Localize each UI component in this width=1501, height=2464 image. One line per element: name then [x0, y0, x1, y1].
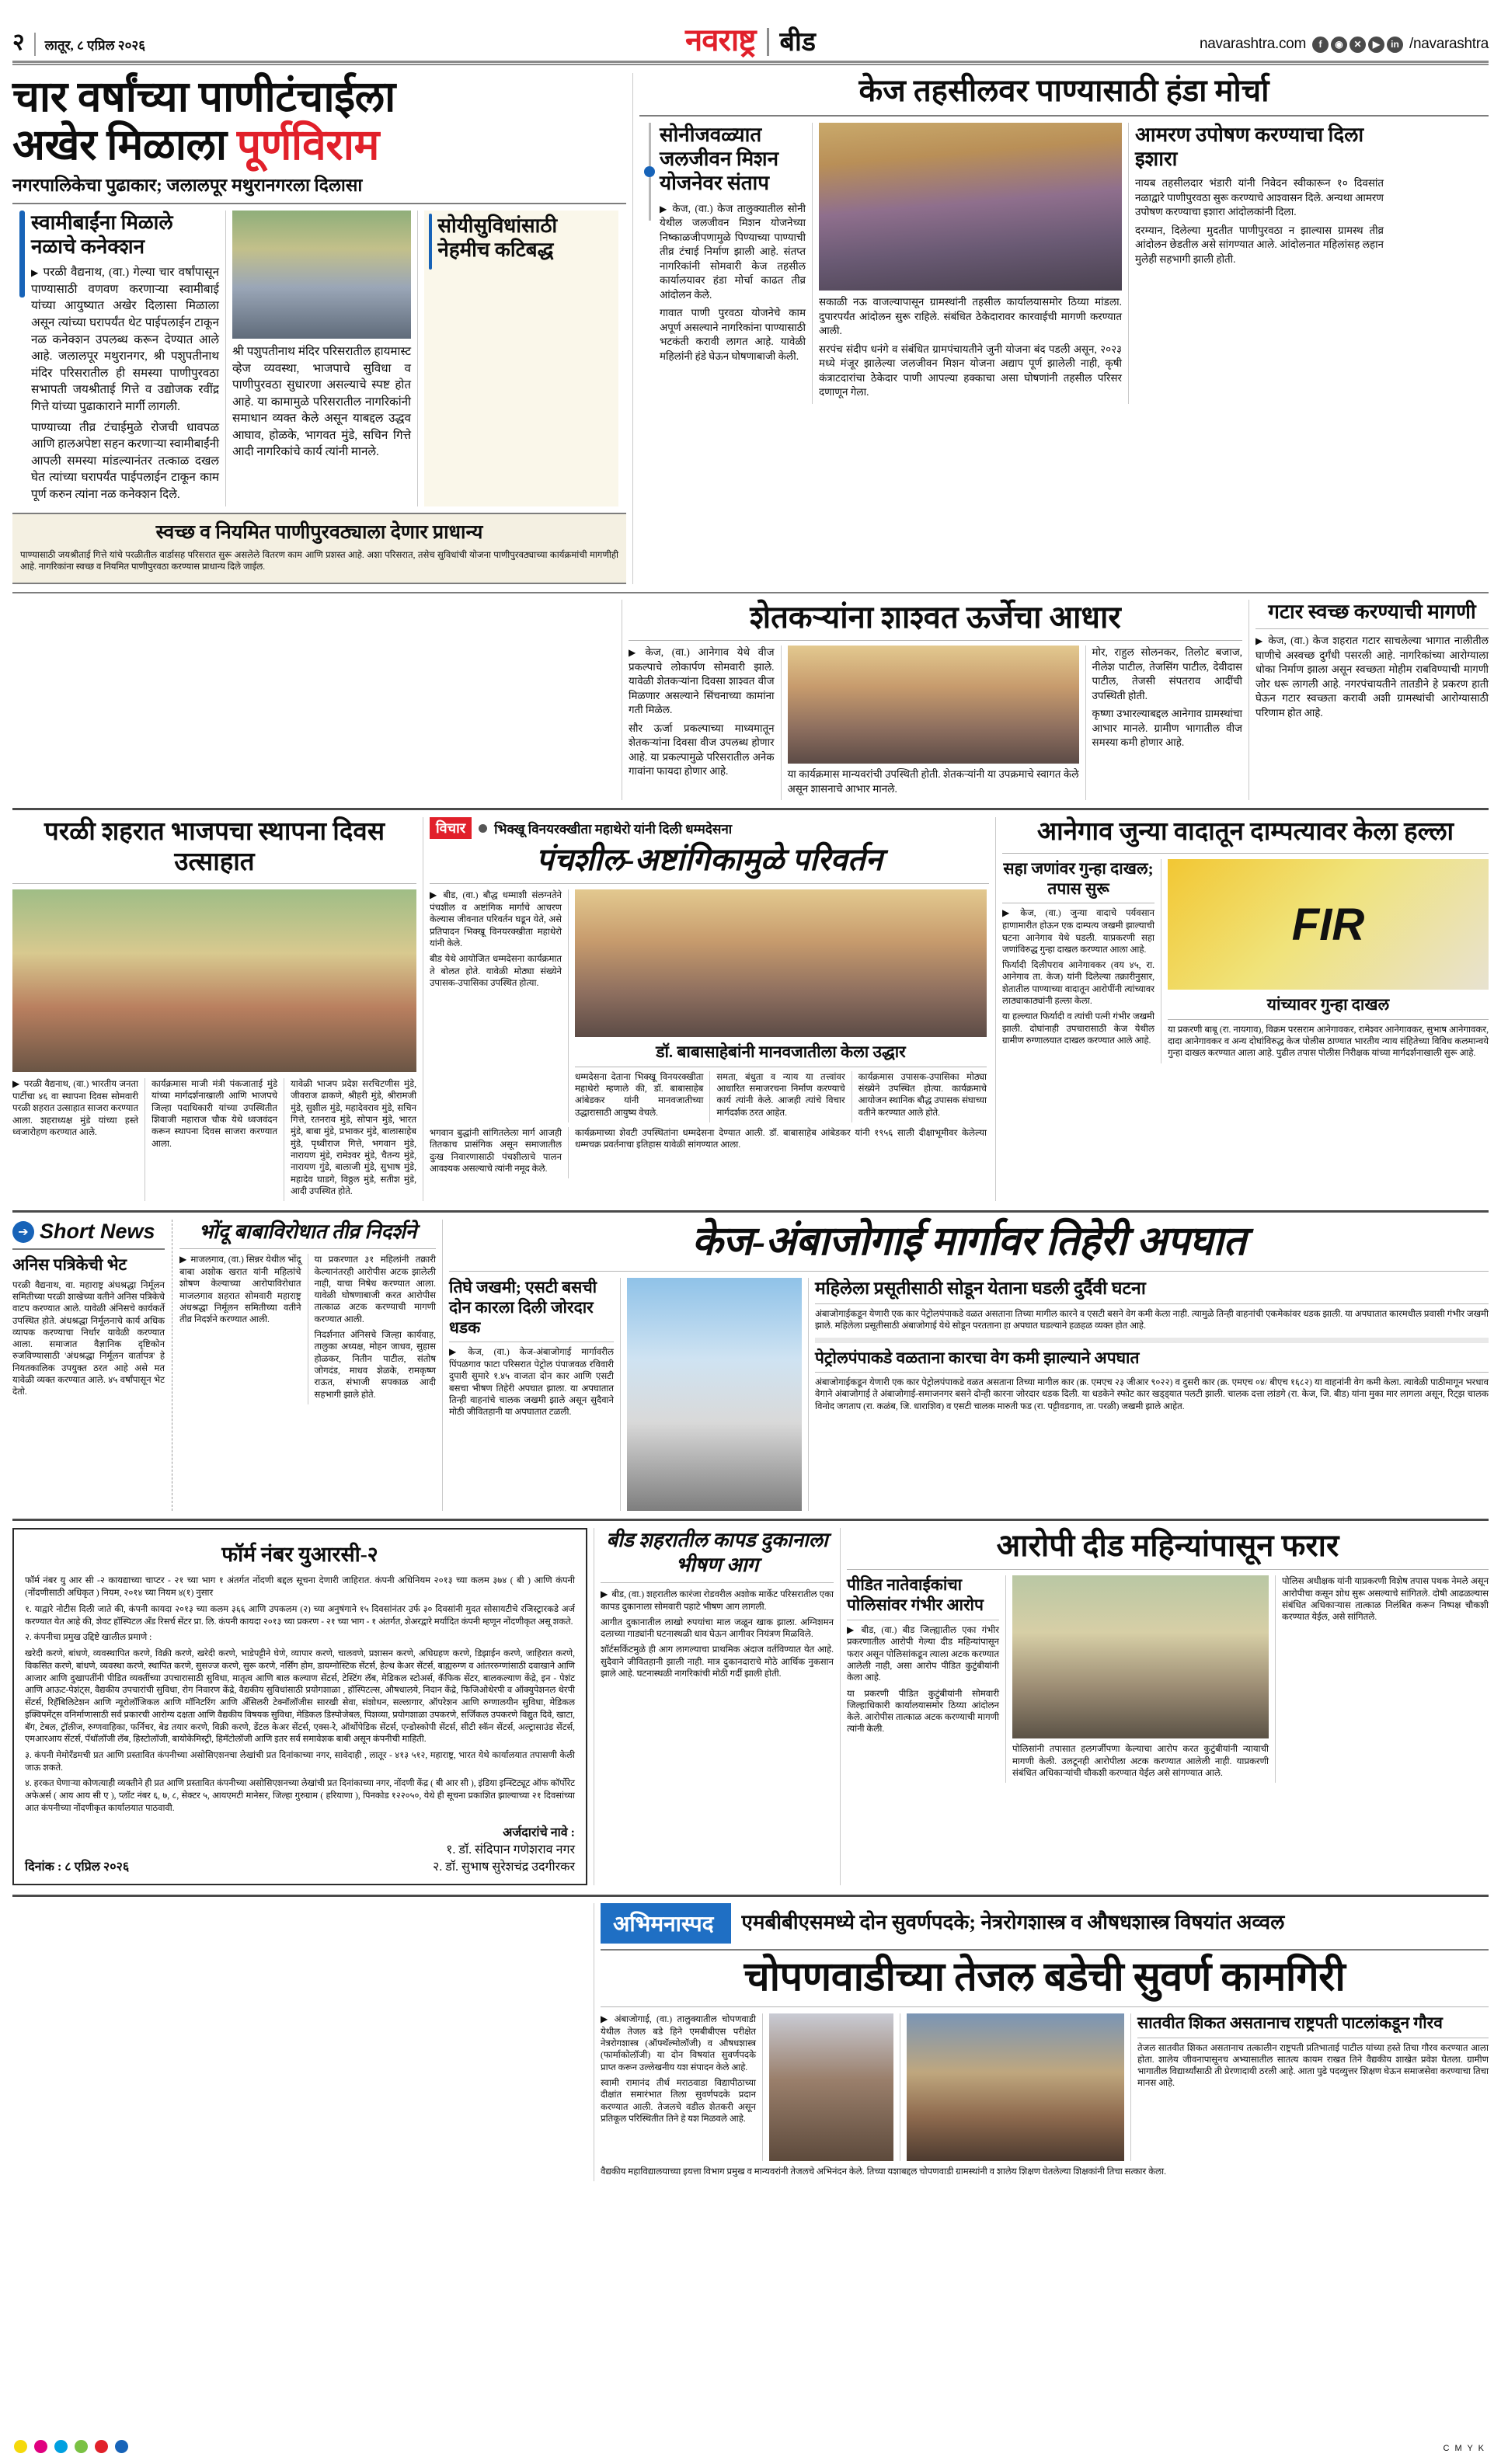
center-right-body-1: नायब तहसीलदार भंडारी यांनी निवेदन स्वीकारून १० दिवसांत नळाद्वारे पाणीपुरवठा सुरू करण्याचे आश्वासन दिले. अन्यथा आमरण उपोषण करण्याचा इशारा आंदोलकांनी दिला.	[1135, 177, 1384, 218]
reg-dot-yellow	[14, 2440, 27, 2453]
farar-subhead: पीडित नातेवाईकांचा पोलिसांवर गंभीर आरोप	[847, 1575, 984, 1614]
abhiman-story	[601, 1903, 1489, 2182]
center-photo-col	[819, 123, 1122, 404]
major-divider	[442, 1220, 443, 1511]
col-divider	[1275, 1575, 1276, 1783]
lead-col-3	[424, 211, 618, 506]
abhiman-row	[12, 1903, 1489, 2182]
abhiman-spacer	[12, 1903, 587, 2182]
short-news-item-body: परळी वैद्यनाथ, वा. महाराष्ट्र अंधश्रद्धा निर्मूलन समितीच्या परळी शाखेच्या वतीने अनिस पत्रिकेचे वाटप करण्यात आले. यावेळी अंनिसचे कार्यकर्ते उपस्थित होते. अंधश्रद्धा निर्मूलनाचे कार्य अधिक व्यापक करण्याचा निर्धार यावेळी करण्यात आला. समाजात वैज्ञानिक दृष्टिकोन रुजविण्यासाठी 'अंधश्रद्धा निर्मूलन वार्तापत्र' हे नियतकालिक उपयुक्त ठरत आहे असे मत यावेळी व्यक्त करण्यात आले. ४५ वर्षांपासून भेट देतो.	[12, 1279, 165, 1397]
solar-story	[629, 600, 1489, 800]
accident-rule	[449, 1271, 1489, 1272]
short-news-header	[12, 1220, 165, 1244]
bjp-body-1: ▶ परळी वैद्यनाथ, (वा.) भारतीय जनता पार्टीचा ४६ वा स्थापना दिवस सोमवारी परळी शहरात उत्साहात साजरा करण्यात आला. शहराध्यक्ष मुंडे यांच्या हस्ते ध्वजारोहण करण्यात आले.	[12, 1078, 138, 1138]
lead-subhead: नगरपालिकेचा पुढाकार; जलालपूर मथुरानगरला दिलासा	[12, 176, 363, 196]
major-divider	[995, 817, 996, 1201]
youtube-icon[interactable]: ▶	[1368, 37, 1384, 53]
accident-rule-3	[815, 1303, 1489, 1304]
registration-dots	[14, 2440, 128, 2453]
lead-photo	[232, 211, 411, 339]
anegaon-headline: आनेगाव जुन्या वादातून दाम्पत्यावर केला हल्ला	[1036, 818, 1454, 847]
bjp-photo	[12, 889, 416, 1072]
accident-sub-body: अंबाजोगाईकडून येणारी एक कार पेट्रोलपंपाकडे वळत असताना तिच्या मागील कारने व एसटी बसने वेग कमी केला नाही. त्यामुळे तिन्ही वाहनांची एकमेकांवर धडक झाली. या अपघातात कारमधील प्रवासी गंभीर जखमी झाले. महिलेला प्रसूतीसाठी अंबाजोगाई येथे सोडून परतताना हा अपघात घडल्याने हळहळ व्यक्त होत आहे.	[815, 1308, 1489, 1331]
linkedin-icon[interactable]: in	[1387, 37, 1403, 53]
lead-photo-col	[232, 211, 411, 506]
col-divider	[568, 1127, 569, 1178]
lead-headline-red: पूर्णविराम	[236, 120, 379, 169]
accident-rule-4	[815, 1372, 1489, 1373]
dhamma-body-2: बीड येथे आयोजित धम्मदेसना कार्यक्रमात ते बोलत होते. यावेळी मोठ्या संख्येने उपासक-उपासिका उपस्थित होत्या.	[430, 954, 562, 988]
col-divider	[620, 1278, 621, 1511]
dhamma-sub-body-3: कार्यक्रमास उपासक-उपासिका मोठ्या संख्येने उपस्थित होत्या. कार्यक्रमाचे आयोजन स्थानिक बौद्ध उपासक संघाच्या वतीने करण्यात आले होते.	[858, 1071, 987, 1118]
accident-sub: महिलेला प्रसूतीसाठी सोडून येताना घडली दुर्दैवी घटना	[815, 1279, 1146, 1299]
middle-rule	[12, 808, 1489, 810]
bjp-body-2: कार्यक्रमास माजी मंत्री पंकजाताई मुंडे यांच्या मार्गदर्शनाखाली आणि भाजपचे जिल्हा पदाधिकारी यांच्या उपस्थितीत शिवाजी महाराज चौक येथे ध्वजवंदन करून स्थापना दिवस साजरा करण्यात आला.	[151, 1079, 278, 1149]
urc2-notice	[12, 1528, 587, 1885]
shortnews-row	[12, 1220, 1489, 1511]
notice-items	[25, 1604, 575, 1815]
farar-story	[847, 1528, 1489, 1885]
dhamma-sub-body-2: समता, बंधुता व न्याय या तत्त्वांवर आधारित समाजरचना निर्माण करण्याचे कार्य त्यांनी केले. आजही त्यांचे विचार मार्गदर्शक ठरत आहेत.	[716, 1071, 845, 1118]
fire-rule	[601, 1582, 834, 1583]
social-handle: /navarashtra	[1409, 36, 1489, 52]
notice-item: २. कंपनीचा प्रमुख उद्दिष्टे खालील प्रमाणे :	[25, 1633, 152, 1643]
anegaon-body-1: ▶ केज, (वा.) जुन्या वादाचे पर्यवसान हाणामारीत होऊन एक दाम्पत्य जखमी झाल्याची घटना आनेगाव येथे घडली. याप्रकरणी सहा जणांविरुद्ध गुन्हा दाखल करण्यात आला आहे.	[1002, 907, 1154, 955]
bhondu-rule	[179, 1248, 436, 1249]
lower-row	[12, 1528, 1489, 1885]
accident-photo	[627, 1278, 802, 1511]
notice-box	[12, 1528, 587, 1885]
dhamma-sub-body-1: धम्मदेसना देताना भिक्खू विनयरक्खीता महाथेरो म्हणाले की, डॉ. बाबासाहेब आंबेडकर यांनी मानवजातीच्या उद्धारासाठी आयुष्य वेचले.	[575, 1071, 704, 1118]
accident-right-col	[815, 1278, 1489, 1511]
anegaon-body-2: फिर्यादी दिलीपराव आनेगावकर (वय ४५, रा. आनेगाव ता. केज) यांनी दिलेल्या तक्रारीनुसार, शेतातील पाण्याच्या वादातून आरोपींनी त्यांच्यावर लाठ्याकाठ्यांनी हल्ला केला.	[1002, 960, 1154, 1007]
abhiman-portrait-photo	[769, 2013, 893, 2161]
col-divider	[1005, 1575, 1006, 1783]
lead-story	[12, 73, 626, 584]
col-divider	[808, 1278, 809, 1511]
fire-body-2: आगीत दुकानातील लाखो रुपयांचा माल जळून खाक झाला. अग्निशमन दलाच्या गाड्यांनी घटनास्थळी धाव घेऊन आगीवर नियंत्रण मिळविले.	[601, 1617, 834, 1640]
x-twitter-icon[interactable]: ✕	[1350, 37, 1366, 53]
notice-item: खरेदी करणे, बांधणे, व्यवस्थापित करणे, विक्री करणे, खरेदी करणे, भाडेपट्टीने घेणे, व्यापार करणे, चालवणे, प्रशासन करणे, अधिग्रहण करणे, डिझाईन करणे, जाहिरात करणे, विकसित करणे, बांधणे, व्यवस्था करणे, स्थापित करणे, सुसज्ज करणे, सुरू करणे, नर्सिंग होम, डायग्नोस्टिक सेंटर्स, हेल्थ केअर सेंटर्स, बाह्यरुग्ण व आंतररुग्णांसाठी दवाखाने आणि आजार आणि दुखापतींनी पीडित व्यक्तींच्या उपचारासाठी सुविधा, मातृत्व आणि बाल कल्याण सेंटर्स, टेस्टिंग लॅब, मेडिकल स्टोअर्स, कॅफिक सेंटर, बालकल्याण केंद्रे, इन - पेशंट आणि आऊट-पेशंट्स, वैद्यकीय उपचारांची सुविधा, रोग निवारण केंद्रे, वैद्यकीय सुविधांसाठी प्रयोगशाळा , हॉस्पिटल्स, औषधालये, निदान केंद्रे, फिजिओथेरपी व ऑक्युपेशनल थेरपी सेंटर्स, रिहॅबिलिटेशन आणि न्यूरोलॉजिकल आणि मॉनिटरिंग आणि अँसिलरी टेक्नॉलॉजीस सारखी सेवा, संशोधन, सल्लागार, ऑपरेशन आणि रुग्णालयीन सुविधा, मेडिकल इक्विपमेंट्स वनिर्माणासाठी सर्व प्रकारची आरोग्य दक्षता आणि वैद्यकीय विषयक सुविधा, मेडिकल डिस्पोजेबल, पिशव्या, प्रयोगशाळा उपकरणे, सर्जिकल उपकरणे विद्युत दिवे, खाटा, बॅग, टेबल, ट्रॉलीज, रुग्णवाहिका, फर्निचर, बेड तयार करणे, विक्री करणे, डेंटल केअर सेंटर्स, एक्स-रे, ऑर्थोपेडिक सेंटर्स, एन्डोस्कोपी सेंटर्स, सीटी स्कॅन सेंटर्स, अल्ट्रासाउंड सेंटर्स, एमआरआय सेंटर्स, पॅथॉलॉजी लॅब, हिस्टोलॉजी, बायोकेमिस्ट्री, हिमॅटोलॉजी आणि इतर सर्व समावेशक बाबी असून कंपनीची माहिती.	[25, 1649, 575, 1745]
anegaon-story	[1002, 817, 1489, 1201]
abhiman-body-3: वैद्यकीय महाविद्यालयाच्या इयत्ता विभाग प्रमुख व मान्यवरांनी तेजलचे अभिनंदन केले. तिच्या यशाबद्दल चोपणवाडी ग्रामस्थांनी व शालेय शिक्षण घेतलेल्या शिक्षकांनी तिचा सत्कार केला.	[601, 2166, 1167, 2177]
accident-right-subhead: पेट्रोलपंपाकडे वळताना कारचा वेग कमी झाल्याने अपघात	[815, 1348, 1140, 1367]
solar-body-2: सौर ऊर्जा प्रकल्पाच्या माध्यमातून शेतकऱ्यांना दिवसा वीज उपलब्ध होणार आहे. या प्रकल्पामुळे परिसरातील अनेक गावांना फायदा होणार आहे.	[629, 722, 775, 778]
gutter-rule	[1255, 628, 1489, 629]
reg-dot-cyan	[54, 2440, 68, 2453]
facebook-icon[interactable]: f	[1312, 37, 1329, 53]
notice-item: ३. कंपनी मेमोरॅंडमची प्रत आणि प्रस्तावित कंपनीच्या असोसिएशनचा लेखांची प्रत दिनांकाच्या नगर, सावेदाही , लातूर - ४१३ ५१२, महाराष्ट्र, भारत येथे कार्यालयात तपासणी केली जाऊ शकते.	[25, 1751, 575, 1773]
notice-signature-2: २. डॉ. सुभाष सुरेशचंद्र उदगीरकर	[432, 1860, 575, 1874]
center-right-col	[1135, 123, 1384, 404]
accident-left-col	[449, 1278, 614, 1511]
kicker-bullet-icon	[479, 824, 487, 833]
abhiman-kicker: एमबीबीएसमध्ये दोन सुवर्णपदके; नेत्ररोगशास्त्र व औषधशास्त्र विषयांत अव्वल	[741, 1911, 1285, 1934]
solar-photo	[788, 646, 1079, 764]
solar-spacer	[12, 600, 615, 800]
reg-dot-red	[95, 2440, 108, 2453]
accident-story	[449, 1220, 1489, 1511]
lower-rule	[12, 1519, 1489, 1521]
major-divider	[840, 1528, 841, 1885]
abhiman-right-subhead: सातवीत शिकत असतानाच राष्ट्रपती पाटलांकडून गौरव	[1137, 2013, 1443, 2032]
reg-dot-blue	[115, 2440, 128, 2453]
gutter-body: ▶ केज, (वा.) केज शहरात गटार साचलेल्या भागात नालीतील घाणीचे अस्वच्छ दुर्गंधी पसरली आहे. नागरिकांच्या आरोग्याला धोका निर्माण झाला असून स्वच्छता मोहीम राबविण्याची मागणी जोर धरू लागली आहे. नगरपंचायतीने तातडीने हे प्रकरण हाती घेऊन गटार स्वच्छता करावी अशी ग्रामस्थांची आरोग्यासाठी परिणाम होत आहे.	[1255, 634, 1489, 720]
kicker-dot	[644, 166, 655, 177]
masthead-logo	[685, 25, 816, 56]
notice-title: फॉर्म नंबर युआरसी-२	[221, 1543, 378, 1567]
solar-main	[629, 600, 1242, 800]
abhiman-ceremony-photo	[907, 2013, 1124, 2161]
dhamma-subhead-2: डॉ. बाबासाहेबांनी मानवजातीला केला उद्धार	[656, 1042, 906, 1062]
abhiman-headline: चोपणवाडीच्या तेजल बडेची सुवर्ण कामगिरी	[744, 1954, 1346, 1999]
gutter-story	[1255, 600, 1489, 800]
dhamma-photo	[575, 889, 987, 1037]
dhamma-kicker: भिक्खू विनयरक्खीता महाथेरो यांनी दिली धम्मदेसना	[494, 821, 733, 837]
short-news-rule	[12, 1248, 165, 1250]
kicker-line-top	[649, 123, 651, 166]
col-divider	[1128, 123, 1129, 404]
masthead-left	[12, 31, 145, 56]
bjp-body-3: यावेळी भाजप प्रदेश सरचिटणीस मुंडे, जीवराज ढाकणे, श्रीहरी मुंडे, श्रीरामजी मुंडे, सुशील मुंडे, महादेवराव मुंडे, सचिन गित्ते, रतनराव मुंडे, सोपान मुंडे, भारत मुंडे, बाबा मुंडे, प्रभाकर मुंडे, बालासाहेब मुंडे, पृथ्वीराज गित्ते, भगवान मुंडे, नारायण मुंडे, रामेश्वर मुंडे, चैतन्य मुंडे, नारायण गुंडे, बालाजी मुंडे, सुभाष मुंडे, महादेव घाडगे, विठ्ठल मुंडे, सतीश मुंडे, आदी उपस्थित होते.	[291, 1079, 417, 1196]
abhiman-rule-2	[601, 2006, 1489, 2007]
solar-body-4: मोर, राहुल सोलनकर, तिलोट बजाज, नीलेश पाटील, तेजसिंग पाटील, देवीदास पाटील, तेजसी संपतराव आदींची उपस्थिती होती.	[1092, 646, 1242, 701]
bhondu-headline: भोंदू बाबाविरोधात तीव्र निदर्शने	[198, 1220, 417, 1244]
anegaon-body-3: या हल्ल्यात फिर्यादी व त्यांची पत्नी गंभीर जखमी झाली. दोघांनाही उपचारासाठी केज येथील ग्रामीण रुग्णालयात दाखल करण्यात आले आहे.	[1002, 1011, 1154, 1046]
center-rule	[639, 115, 1489, 117]
farar-body-2: या प्रकरणी पीडित कुटुंबीयांनी सोमवारी जिल्हाधिकारी कार्यालयासमोर ठिय्या आंदोलन केले. आरोपीस तात्काळ अटक करण्याची मागणी त्यांनी केली.	[847, 1688, 999, 1735]
anegaon-rule-3	[1168, 1019, 1489, 1020]
lead-mid-subhead: सोयीसुविधांसाठी नेहमीच कटिबद्ध	[437, 214, 558, 262]
lead-rule	[12, 203, 626, 204]
notice-signature-1: १. डॉ. संदिपान गणेशराव नगर	[446, 1843, 575, 1857]
lead-headline-line2: अखेर मिळाला	[12, 120, 237, 169]
col-divider	[709, 1071, 710, 1122]
vichar-badge: विचार	[430, 817, 472, 839]
shortnews-rule	[12, 1210, 1489, 1213]
notice-item: ४. हरकत घेणाऱ्या कोणत्याही व्यक्तीने ही प्रत आणि प्रस्तावित कंपनीच्या असोसिएशनच्या लेखांची प्रत दिनांकाच्या नगर, नोंदणी केंद्र ( बी आर सी ), इंडिया इन्स्टिट्यूट ऑफ कॉर्पोरेट अफेअर्स ( आय आय सी ए ), प्लॉट नंबर ६, ७, ८, सेक्टर ५, आयएमटी मानेसर, जिल्हा गुरुग्राम ( हरियाणा ), पिनकोड १२२०५०, येथे ही सूचना प्रकाशित झाल्याच्या २१ दिवसांच्या आत कंपनीच्या नोंदणीकृत कार्यालयात पाठवावी.	[25, 1779, 575, 1813]
solar-rule	[629, 640, 1242, 641]
fir-label: FIR	[1291, 899, 1365, 950]
fire-story	[601, 1528, 834, 1885]
handa-morcha-photo	[819, 123, 1122, 291]
masthead-social	[1200, 36, 1489, 56]
short-news-block	[12, 1220, 165, 1511]
farar-right-body: पोलिस अधीक्षक यांनी याप्रकरणी विशेष तपास पथक नेमले असून आरोपीचा कसून शोध सुरू असल्याचे सांगितले. दोषी आढळल्यास संबंधित अधिकाऱ्यास तात्काळ निलंबित करून निष्पक्ष चौकशी करण्यात येईल, असे सांगितले.	[1282, 1576, 1489, 1623]
lead-headline-line1: चार वर्षांच्या पाणीटंचाईला	[12, 73, 395, 120]
arrow-right-icon: ➔	[12, 1221, 34, 1243]
social-icon-group	[1312, 37, 1403, 53]
top-block	[12, 73, 1489, 584]
center-right-body-2: दरम्यान, दिलेल्या मुदतीत पाणीपुरवठा न झाल्यास ग्रामस्थ तीव्र आंदोलन छेडतील असे सांगण्यात आले. आंदोलनात महिलांसह लहान मुलेही सहभागी झाली होती.	[1135, 224, 1384, 265]
accident-right-body: अंबाजोगाईकडून येणारी एक कार पेट्रोलपंपाकडे वळत असताना तिच्या मागील कार (क्र. एमएच २३ जीआर ९०२२) व दुसरी कार (क्र. एमएच ०४/ बीएच १६८२) या वाहनांनी वेग कमी केला. त्यावेळी पाठीमागून भरधाव वेगाने अंबाजोगाई ते अंबाजोगाई-समाजनगर बसने दोन्ही कारना जोरदार धडक दिली. या धडकेने स्फोट कार खड्ड्यात पलटी झाली. चालक दत्ता लांडगे (रा. केज, जि. बीड) यांना मुका मार लागला असून, रिट्झ चालक विनोद जगताप (रा. कळंब, जि. धाराशिव) व एसटी चालक मारुती फड (रा. पट्टीवडगाव, ता. परळी) जखमी झाले आहेत.	[815, 1377, 1489, 1411]
col-divider	[1085, 646, 1086, 800]
dhamma-story	[430, 817, 989, 1201]
brand-name: नवराष्ट्र	[685, 23, 756, 57]
center-headline: केज तहसीलवर पाण्यासाठी हंडा मोर्चा	[858, 73, 1269, 108]
farar-headline: आरोपी दीड महिन्यांपासून फरार	[996, 1528, 1339, 1564]
fir-photo	[1168, 859, 1489, 990]
dhamma-headline: पंचशील-अष्टांगिकामुळे परिवर्तन	[536, 842, 883, 878]
bjp-story	[12, 817, 416, 1201]
notice-date: दिनांक : ८ एप्रिल २०२६	[25, 1860, 130, 1874]
brand-separator	[767, 28, 769, 56]
lead-col3-accent	[429, 214, 432, 270]
reg-dot-magenta	[34, 2440, 47, 2453]
masthead	[12, 11, 1489, 56]
col-divider	[762, 2013, 763, 2161]
lead-headline	[12, 73, 626, 169]
accident-headline: केज-अंबाजोगाई मार्गावर तिहेरी अपघात	[691, 1220, 1246, 1265]
solar-body-3: या कार्यक्रमास मान्यवरांची उपस्थिती होती. शेतकऱ्यांनी या उपक्रमाचे स्वागत केले असून शासनाचे आभार मानले.	[787, 768, 1079, 795]
bhondu-body-2: या प्रकरणात ३१ महिलांनी तक्रारी केल्यानंतरही आरोपीस अटक झालेली नाही, याचा निषेध करण्यात आला. यावेळी घोषणाबाजी करत आरोपीस तात्काळ अटक करण्याची मागणी करण्यात आली.	[314, 1255, 437, 1324]
bjp-headline: परळी शहरात भाजपचा स्थापना दिवस उत्साहात	[44, 818, 385, 877]
abhiman-body-1: ▶ अंबाजोगाई, (वा.) तालुक्यातील चोपणवाडी येथील तेजल बडे हिने एमबीबीएस परीक्षेत नेत्ररोगशास्त्र (ऑफ्थॅल्मोलॉजी) व औषधशास्त्र (फार्माकोलॉजी) या दोन विषयांत सुवर्णपदके प्राप्त करून उल्लेखनीय यश संपादन केले आहे.	[601, 2013, 756, 2073]
middle-row	[12, 817, 1489, 1201]
farar-body-1: ▶ बीड, (वा.) बीड जिल्ह्यातील एका गंभीर प्रकरणातील आरोपी गेल्या दीड महिन्यांपासून फरार असून पोलिसांकडून त्याला अटक करण्यात आलेली नाही, असा आरोप पीडित कुटुंबीयांनी केला आहे.	[847, 1624, 999, 1684]
bjp-rule	[12, 883, 416, 884]
col-divider	[1130, 2013, 1131, 2161]
notice-signature-label: अर्जदारांचे नावे :	[503, 1825, 575, 1839]
col-divider	[417, 211, 418, 506]
solar-block	[12, 600, 1489, 800]
col-divider	[568, 889, 569, 1122]
col-divider	[781, 646, 782, 800]
notice-intro: फॉर्म नंबर यु आर सी -२ कायद्याच्या चाप्टर - २१ च्या भाग १ अंतर्गत नोंदणी बद्दल सूचना देणारी जाहिरात. कंपनी अधिनियम २०१३ च्या कलम ३७४ ( बी ) आणि कंपनी (नोंदणीसाठी अधिकृत ) नियम, २०१४ च्या नियम ४(१) नुसार	[25, 1575, 575, 1598]
solar-body-1: ▶ केज, (वा.) आनेगाव येथे वीज प्रकल्पाचे लोकार्पण सोमवारी झाले. यावेळी शेतकऱ्यांना दिवसा शाश्वत वीज मिळणार असल्याने सिंचनाच्या कामांना गती मिळेल.	[629, 646, 775, 718]
lead-photo-sidebody: श्री पशुपतीनाथ मंदिर परिसरातील हायमास्ट व्हेज व्यवस्था, भाजपाचे सुविधा व पाणीपुरवठा सुधारणा असल्याचे स्पष्ट होत आहे. या कामामुळे परिसरातील नागरिकांनी समाधान व्यक्त केले असून याबद्दल उद्धव आघाव, होळके, भागवत मुंडे, सचिन गित्ते आदी नागरिकांचे कार्य त्यांनी मानले.	[232, 344, 411, 459]
masthead-rule	[12, 61, 1489, 65]
solar-headline: शेतकऱ्यांना शाश्वत ऊर्जेचा आधार	[750, 600, 1121, 635]
accident-left-body: ▶ केज, (वा.) केज-अंबाजोगाई मार्गावरील पिंपळगाव फाटा परिसरात पेट्रोल पंपाजवळ रविवारी दुपारी सुमारे १.४५ वाजता दोन कार आणि एसटी बसचा भीषण तिहेरी अपघात झाला. या अपघातात तिन्ही वाहनांचे चालक जखमी झाले असून सुदैवाने मोठी जीवितहानी या अपघातात टळली.	[449, 1346, 614, 1418]
lead-columns	[12, 211, 626, 506]
anegaon-subhead: सहा जणांवर गुन्हा दाखल; तपास सुरू	[1003, 859, 1154, 898]
col-divider	[812, 123, 813, 404]
solar-rule-top	[12, 592, 1489, 593]
edition-name: बीड	[779, 28, 816, 57]
center-body-1: ▶ केज, (वा.) केज तालुक्यातील सोनी येथील जलजीवन मिशन योजनेच्या निष्काळजीपणामुळे पिण्याच्या पाण्याची तीव्र टंचाई निर्माण झाली आहे. संतप्त नागरिकांनी सोमवारी केज तहसील कार्यालयावर हंडा मोर्चा काढत तीव्र आंदोलन केले.	[660, 202, 806, 303]
lead-col-1	[31, 211, 219, 506]
lead-banner-body: पाण्यासाठी जयश्रीताई गित्ते यांचे परळीतील वार्डासह परिसरात सुरू असलेले वितरण काम आणि प्रशस्त आहे. अशा परिसरात, तसेच सुविधांची योजना पाणीपुरवठ्याच्या कार्यक्रमांची मागणीही आहे. नागरिकांना स्वच्छ व नियमित पाणीपुरवठा करण्यास प्राधान्य दिले जाईल.	[20, 549, 618, 572]
col-divider	[225, 211, 226, 506]
center-kicker-col	[660, 123, 806, 404]
anegaon-right-body: या प्रकरणी बाबू (रा. नायगाव), विक्रम परसराम आनेगावकर, रामेश्वर आनेगावकर, सुभाष आनेगावकर, दादा आनेगावकर व अन्य दोघांविरुद्ध केज पोलीस ठाण्यात भारतीय न्याय संहितेच्या विविध कलमान्वये गुन्हा दाखल करण्यात आला आहे. पुढील तपास पोलीस निरीक्षक यांच्या मार्गदर्शनाखाली सुरू आहे.	[1168, 1024, 1489, 1059]
lead-banner-box	[12, 513, 626, 584]
center-top-story	[639, 73, 1489, 584]
dhamma-body-3: भगवान बुद्धांनी सांगितलेला मार्ग आजही तितकाच प्रासंगिक असून समाजातील दुःख निवारणासाठी पंचशीलाचे पालन आवश्यक असल्याचे त्यांनी नमूद केले.	[430, 1128, 562, 1174]
fire-body-1: ▶ बीड, (वा.) शहरातील कारंजा रोडवरील अशोक मार्केट परिसरातील एका कापड दुकानाला सोमवारी पहाटे भीषण आग लागली.	[601, 1589, 834, 1613]
notice-item: १. याद्वारे नोटीस दिली जाते की, कंपनी कायदा २०१३ च्या कलम ३६६ आणि उपकलम (२) च्या अनुषंगाने १५ दिवसांनंतर उर्फ ३० दिवसांनी मुदत सोसायटीचे रजिस्ट्रारकडे अर्ज करण्यात येत आहे की, शेवट हॉस्पिटल अँड रिसर्च सेंटर प्रा. लि. कंपनी कायदा २०१३ च्या प्रकरण - २१ च्या भाग - १ अंतर्गत, शेअरद्वारे मर्यादित कंपनी म्हणून नोंदणीकृत असू शकते.	[25, 1604, 575, 1627]
abhiman-rule	[601, 1949, 1489, 1951]
accident-spacer-bar	[815, 1338, 1489, 1343]
dhamma-body-1: ▶ बीड, (वा.) बौद्ध धम्माशी संलग्नतेने पंचशील व अष्टांगिक मार्गाचे आचरण केल्यास जीवनात परिवर्तन घडून येते, असे प्रतिपादन भिक्खू विनयरक्खीता महाथेरो यांनी केले.	[430, 889, 562, 949]
fire-headline: बीड शहरातील कापड दुकानाला भीषण आग	[606, 1529, 828, 1576]
lead-banner-title: स्वच्छ व नियमित पाणीपुरवठ्याला देणार प्राधान्य	[155, 522, 483, 544]
masthead-dateline: लातूर, ८ एप्रिल २०२६	[44, 38, 146, 53]
lead-accent-bar	[19, 211, 25, 298]
short-news-label: Short News	[40, 1220, 155, 1244]
page-number: २	[12, 30, 25, 55]
reg-dot-green	[75, 2440, 88, 2453]
farar-rule	[847, 1569, 1489, 1570]
gutter-headline: गटार स्वच्छ करण्याची मागणी	[1268, 600, 1476, 624]
short-news-item-title: अनिस पत्रिकेची भेट	[12, 1255, 127, 1275]
anegaon-rule	[1002, 853, 1489, 854]
abhiman-right-body: तेजल सातवीत शिकत असतानाच तत्कालीन राष्ट्रपती प्रतिभाताई पाटील यांच्या हस्ते तिचा गौरव करण्यात आला होता. शालेय जीवनापासूनच अभ्यासातील सातत्य कायम राखत तिने वैद्यकीय शाखेत प्रवेश घेतला. ग्रामीण भागातील विद्यार्थ्यांसाठी ती प्रेरणादायी ठरली आहे. आता पुढे पदव्युत्तर शिक्षण घेऊन समाजसेवा करण्याचा तिचा मानस आहे.	[1137, 2042, 1489, 2089]
farar-body-3: पोलिसांनी तपासात हलगर्जीपणा केल्याचा आरोप करत कुटुंबीयांनी न्यायाची मागणी केली. उलटूनही आरोपीला अटक करण्यात आलेली नाही. याप्रकरणी संबंधित अधिकाऱ्यांची चौकशी करण्यात येईल असे सांगण्यात आले.	[1012, 1744, 1269, 1778]
fire-body-3: शॉर्टसर्किटमुळे ही आग लागल्याचा प्राथमिक अंदाज वर्तविण्यात येत आहे. सुदैवाने जीवितहानी झाली नाही. मात्र दुकानदाराचे मोठे आर्थिक नुकसान झाले आहे. घटनास्थळी नागरिकांची मोठी गर्दी झाली होती.	[601, 1644, 834, 1679]
masthead-divider	[34, 33, 36, 56]
accident-photo-col	[627, 1278, 802, 1511]
abhiman-rule-top	[12, 1895, 1489, 1897]
kicker-line-bottom	[649, 177, 651, 221]
center-body-2: गावात पाणी पुरवठा योजनेचे काम अपूर्ण असल्याने नागरिकांना पाण्यासाठी भटकंती करावी लागत आहे. यावेळी महिलांनी हंडे घेऊन घोषणाबाजी केली.	[660, 307, 806, 362]
center-body-4: सरपंच संदीप धनंगे व संबंधित ग्रामपंचायतीने जुनी योजना बंद पडली असून, २०२३ मध्ये मंजूर झालेल्या जलजीवन मिशन योजना अद्याप पूर्ण झालेली नाही, कृषी कंत्राटदारांचा ठेकेदार पाणी आपल्या हक्काचा असा घोषणांनी तहसील परिसर दणाणून गेला.	[819, 343, 1122, 398]
center-columns	[639, 123, 1489, 404]
cmyk-marker: C M Y K	[1443, 2444, 1485, 2453]
instagram-icon[interactable]: ◉	[1331, 37, 1347, 53]
bhondu-story	[179, 1220, 436, 1511]
col-divider	[851, 1071, 852, 1122]
center-right-subhead: आमरण उपोषण करण्याचा दिला इशारा	[1135, 124, 1364, 171]
dhamma-body-4: कार्यक्रमाच्या शेवटी उपस्थितांना धम्मदेसना देण्यात आली. डॉ. बाबासाहेब आंबेडकर यांनी १९५६ साली दीक्षाभूमीवर केलेल्या धम्मचक्र प्रवर्तनाचा इतिहास यावेळी सांगण्यात आला.	[575, 1128, 987, 1150]
lead-left-subhead: स्वामीबाईंना मिळाले नळाचे कनेक्शन	[31, 211, 173, 259]
lead-left-body-2: पाण्याच्या तीव्र टंचाईमुळे रोजची धावपळ आणि हालअपेष्टा सहन करणाऱ्या स्वामीबाईंनी आपली समस्या मांडल्यानंतर तत्काळ दखल घेत त्यांच्या घरापर्यंत पाईपलाईन टाकून काम पूर्ण करुन त्यांना नळ कनेक्शन दिले.	[31, 420, 219, 501]
abhiman-body-2: स्वामी रामानंद तीर्थ मराठवाडा विद्यापीठाच्या दीक्षांत समारंभात तिला सुवर्णपदके प्रदान करण्यात आली. तेजलचे वडील शेतकरी असून प्रतिकूल परिस्थितीत तिने हे यश मिळवले आहे.	[601, 2077, 756, 2124]
accident-left-subhead: तिघे जखमी; एसटी बसची दोन कारला दिली जोरदार धडक	[449, 1278, 597, 1337]
center-kicker: सोनीजवळ्यात जलजीवन मिशन योजनेवर संताप	[660, 124, 779, 195]
farar-photo	[1012, 1575, 1269, 1738]
bhondu-body-1: ▶ माजलगाव, (वा.) सिन्नर येथील भोंदू बाबा अशोक खरात यांनी महिलांचे शोषण केल्याच्या आरोपाविरोधात माजलगाव शहरात सोमवारी महाराष्ट्र अंधश्रद्धा निर्मूलन समितीच्या वतीने तीव्र निदर्शने करण्यात आली.	[179, 1254, 301, 1325]
anegaon-right-subhead: यांच्यावर गुन्हा दाखल	[1266, 995, 1390, 1014]
abhimanaspad-badge: अभिमनास्पद	[601, 1903, 731, 1944]
solar-body-5: कृष्णा उभारल्याबद्दल आनेगाव ग्रामस्थांचा आभार मानले. ग्रामीण भागातील वीज समस्या कमी होणार आहे.	[1092, 708, 1242, 749]
major-divider	[632, 73, 633, 584]
dhamma-rule	[430, 883, 989, 884]
center-body-3: सकाळी नऊ वाजल्यापासून ग्रामस्थांनी तहसील कार्यालयासमोर ठिय्या मांडला. दुपारपर्यंत आंदोलन सुरू राहिले. संबंधित ठेकेदारावर कारवाईची मागणी करण्यात आली.	[819, 296, 1122, 336]
lead-left-body-1: ▶ परळी वैद्यनाथ, (वा.) गेल्या चार वर्षांपासून पाण्यासाठी वणवण करणाऱ्या स्वामीबाई यांच्या आयुष्यात अखेर दिलासा मिळाला असून त्यांच्या घरापर्यंत थेट पाईपलाईन टाकून नळ कनेक्शन उपलब्ध करून देण्यात आले आहे. जलालपूर मथुरानगर, श्री पशुपतीनाथ मंदिर परिसरातील ही समस्या पाणीपुरवठा सभापती जयश्रीताई गित्ते व उद्योजक रवींद्र गित्ते यांच्या पुढाकाराने मार्गी लागली.	[31, 264, 219, 415]
bhondu-body-3: निदर्शनात अंनिसचे जिल्हा कार्यवाह, तालुका अध्यक्ष, मोहन जाधव, सुहास होळकर, नितीन पाटील, संतोष जोगदंड, माधव शेळके, रामकृष्ण राऊत, संभाजी सपकाळ आदी सहभागी झाले होते.	[314, 1330, 437, 1400]
website-url[interactable]: navarashtra.com	[1199, 36, 1306, 52]
